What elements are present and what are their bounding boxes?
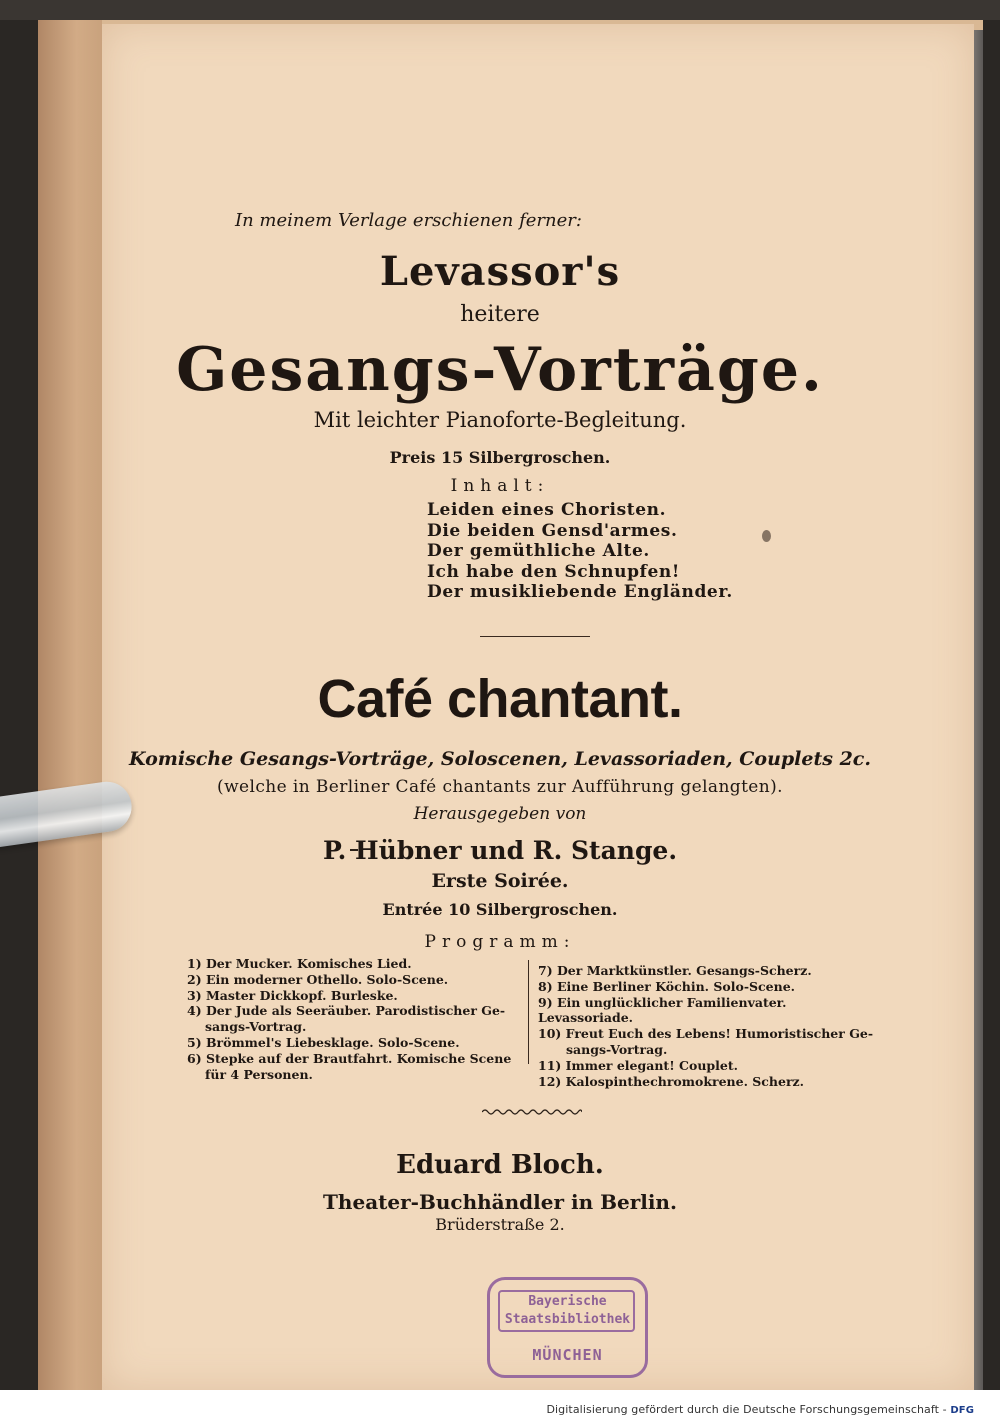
program-item: 3) Master Dickkopf. Burleske. — [187, 987, 398, 1003]
contents-item: Der musikliebende Engländer. — [427, 582, 733, 602]
ink-blot — [762, 530, 771, 542]
publisher-address: Brüderstraße 2. — [435, 1215, 565, 1234]
program-item: 1) Der Mucker. Komisches Lied. — [187, 956, 412, 971]
program-item: 5) Brömmel's Liebesklage. Solo-Scene. — [187, 1034, 460, 1050]
levassor-accompaniment: Mit leichter Pianoforte-Begleitung. — [313, 408, 687, 432]
cafe-title: Café chantant. — [317, 669, 683, 729]
stamp-line: Bayerische — [528, 1294, 607, 1309]
contents-item: Die beiden Gensd'armes. — [427, 520, 678, 541]
program-item-continued: sangs-Vortrag. — [566, 1041, 668, 1057]
cafe-subtitle: Komische Gesangs-Vorträge, Soloscenen, Levassoriaden, Couplets 2c. — [129, 748, 871, 770]
publisher-name: Eduard Bloch. — [396, 1150, 604, 1180]
program-item: 12) Kalospinthechromokrene. Scherz. — [538, 1073, 804, 1089]
cafe-note: (welche in Berliner Café chantants zur Aufführung gelangten). — [217, 777, 783, 797]
footer-text: Digitalisierung gefördert durch die Deutsche Forschungsgemeinschaft - — [546, 1403, 947, 1416]
stamp-line: Staatsbibliothek — [504, 1312, 631, 1327]
program-item: 11) Immer elegant! Couplet. — [538, 1057, 738, 1073]
footer-credit — [546, 1403, 974, 1416]
editors-names: P. Hübner und R. Stange. — [322, 836, 678, 865]
contents-item: Der gemüthliche Alte. — [427, 541, 650, 561]
program-list-left — [187, 956, 517, 1082]
program-item: 10) Freut Euch des Lebens! Humoristischer Ge- — [538, 1026, 874, 1042]
program-item: 7) Der Marktkünstler. Gesangs-Scherz. — [538, 963, 812, 978]
library-stamp — [487, 1277, 648, 1378]
publisher-role: Theater-Buchhändler in Berlin. — [323, 1190, 677, 1214]
program-heading: Programm: — [424, 932, 576, 952]
contents-item: Leiden eines Choristen. — [427, 500, 667, 520]
levassor-subtitle: heitere — [460, 302, 540, 327]
program-item-continued: für 4 Personen. — [205, 1066, 313, 1082]
levassor-title: Levassor's — [379, 248, 621, 295]
contents-list — [427, 500, 733, 603]
contents-item: Ich habe den Schnupfen! — [427, 561, 680, 582]
section-divider — [480, 636, 590, 637]
program-column-divider — [528, 960, 529, 1064]
footer-bar — [0, 1390, 1000, 1422]
editors-prefix: Herausgegeben von — [413, 804, 587, 824]
scan-background-top — [0, 0, 1000, 20]
wavy-divider — [482, 1108, 582, 1116]
stamp-city: MÜNCHEN — [532, 1346, 603, 1364]
program-item: 8) Eine Berliner Köchin. Solo-Scene. — [538, 978, 796, 994]
entree-price: Entrée 10 Silbergroschen. — [382, 900, 618, 919]
program-item: 6) Stepke auf der Brautfahrt. Komische Scene — [187, 1050, 512, 1066]
program-item: 9) Ein unglücklicher Familienvater. Levassoriade. — [538, 994, 787, 1026]
contents-heading: Inhalt: — [450, 476, 550, 496]
dfg-logo-icon: DFG — [950, 1405, 974, 1416]
intro-line: In meinem Verlage erschienen ferner: — [235, 210, 582, 231]
soiree-title: Erste Soirée. — [431, 870, 569, 892]
levassor-price: Preis 15 Silbergroschen. — [389, 448, 611, 467]
program-item: 2) Ein moderner Othello. Solo-Scene. — [187, 971, 449, 987]
program-item: 4) Der Jude als Seeräuber. Parodistischer Ge- — [187, 1003, 506, 1019]
levassor-main-title: Gesangs-Vorträge. — [176, 335, 824, 405]
program-item-continued: sangs-Vortrag. — [205, 1019, 307, 1035]
program-list-right — [538, 963, 878, 1089]
